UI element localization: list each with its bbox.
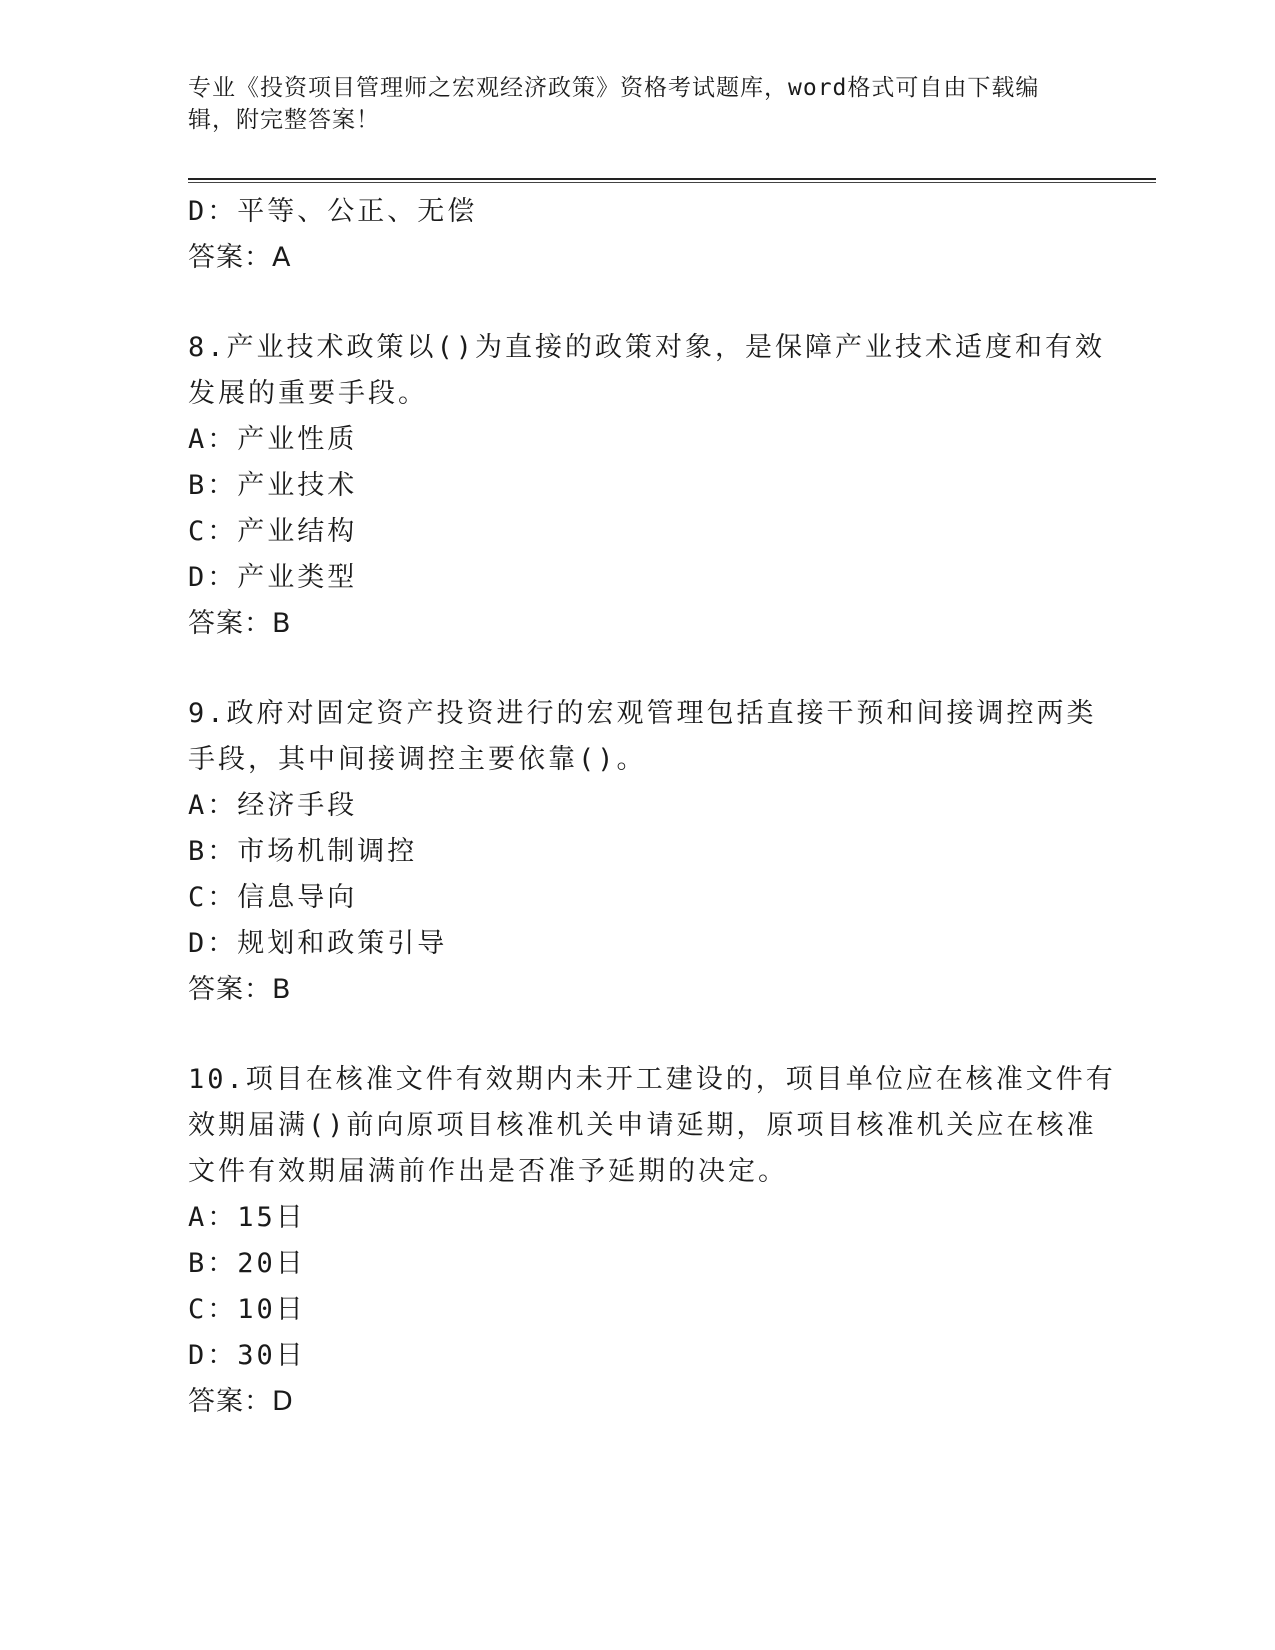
answer-line: 答案：B [188,608,292,639]
option-c: C：产业结构 [188,516,358,547]
answer-line: 答案：D [188,1386,294,1417]
question-stem-line: 发展的重要手段。 [188,378,428,409]
option-b: B：20日 [188,1248,306,1279]
question-10 [188,1057,1116,1425]
option-d: D：平等、公正、无偿 [188,196,478,227]
question-7-tail [188,189,1088,281]
question-8 [188,325,1106,647]
option-a: A：经济手段 [188,790,358,821]
option-c: C：10日 [188,1294,306,1325]
option-b: B：产业技术 [188,470,358,501]
option-d: D：30日 [188,1340,306,1371]
option-a: A：产业性质 [188,424,358,455]
answer-line: 答案：B [188,974,292,1005]
question-9 [188,691,1097,1013]
header-rule-thin [188,182,1156,183]
question-stem-line: 10.项目在核准文件有效期内未开工建设的，项目单位应在核准文件有 [188,1064,1116,1095]
header-rule-thick [188,178,1156,180]
question-stem-line: 文件有效期届满前作出是否准予延期的决定。 [188,1156,788,1187]
question-stem-line: 9.政府对固定资产投资进行的宏观管理包括直接干预和间接调控两类 [188,698,1097,729]
question-stem-line: 8.产业技术政策以()为直接的政策对象，是保障产业技术适度和有效 [188,332,1106,363]
question-stem-line: 效期届满()前向原项目核准机关申请延期，原项目核准机关应在核准 [188,1110,1097,1141]
header-line-1: 专业《投资项目管理师之宏观经济政策》资格考试题库，word格式可自由下载编 [188,75,1040,101]
option-d: D：产业类型 [188,562,358,593]
answer-line: 答案：A [188,242,292,273]
option-c: C：信息导向 [188,882,358,913]
question-stem-line: 手段，其中间接调控主要依靠()。 [188,744,647,775]
header-line-2: 辑，附完整答案！ [188,107,380,133]
question-list [188,189,1116,1425]
option-b: B：市场机制调控 [188,836,418,867]
option-a: A：15日 [188,1202,306,1233]
option-d: D：规划和政策引导 [188,928,448,959]
document-header [188,72,1068,136]
